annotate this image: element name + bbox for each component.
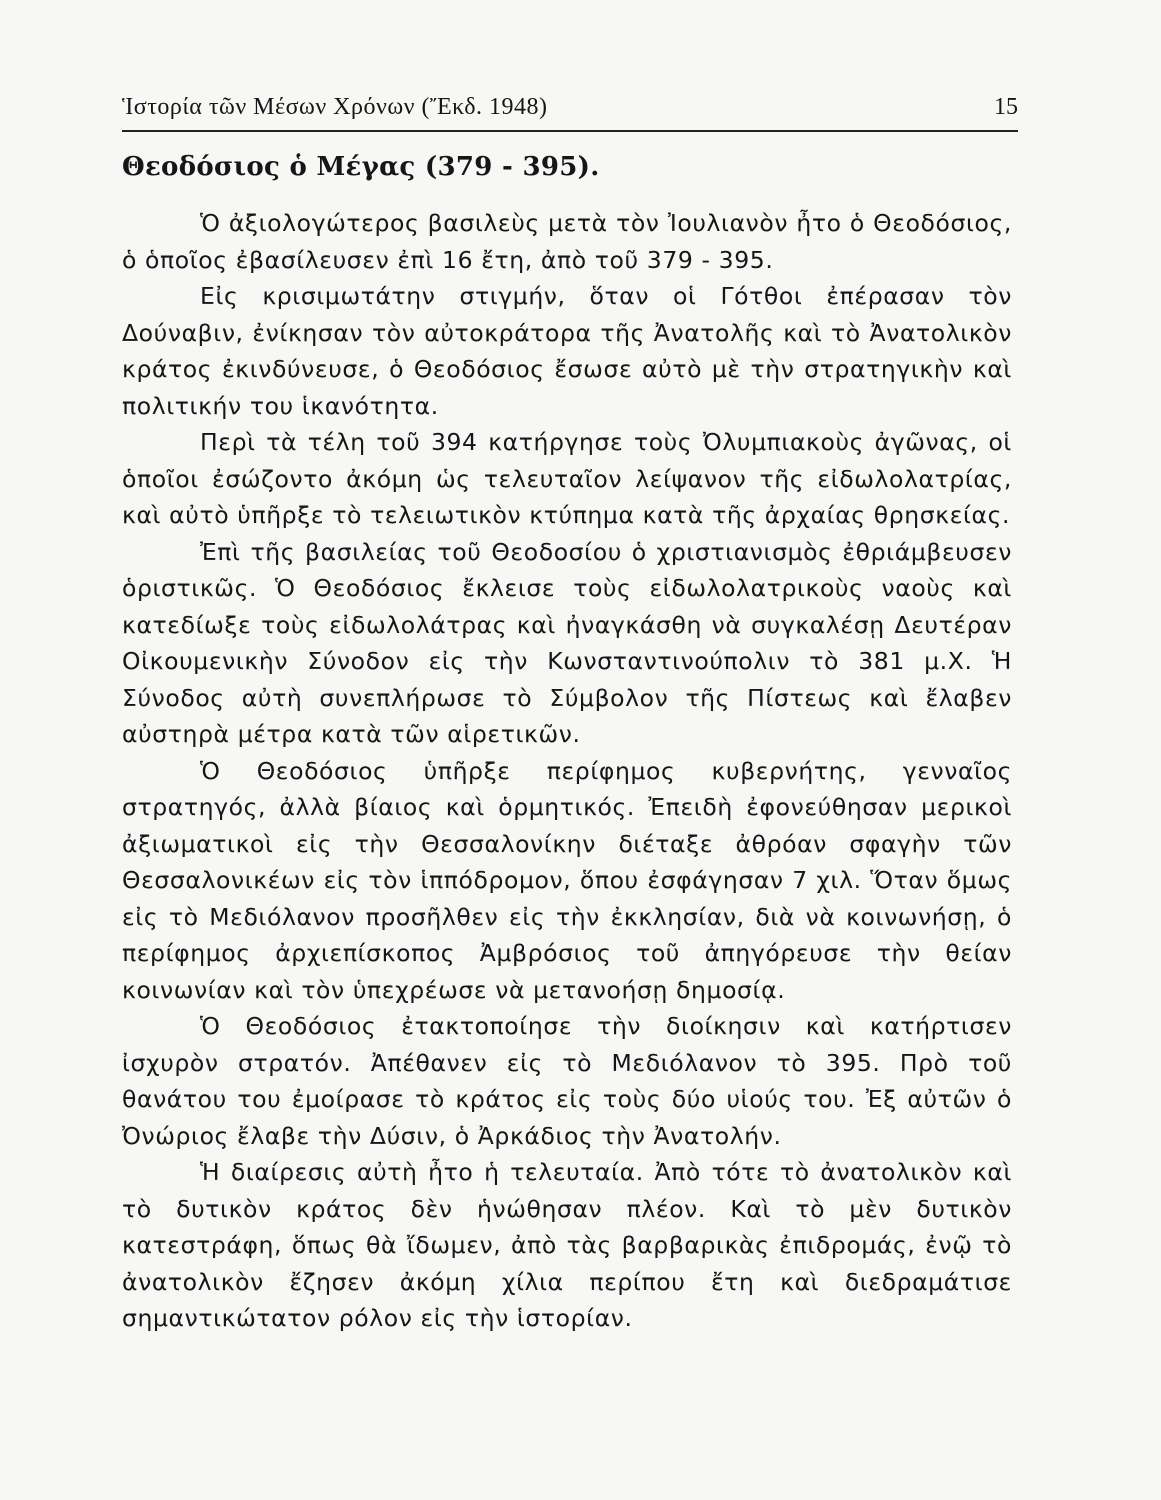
running-title: Ἱστορία τῶν Μέσων Χρόνων (Ἔκδ. 1948): [122, 94, 548, 120]
paragraph: Ἡ διαίρεσις αὐτὴ ἦτο ἡ τελευταία. Ἀπὸ τότε τὸ ἀνατολικὸν καὶ τὸ δυτικὸν κράτος δὲν ἡνώθησαν πλέον. Καὶ τὸ μὲν δυτικὸν κατεστράφη, ὅπως θὰ ἴδωμεν, ἀπὸ τὰς βαρβαρικὰς ἐπιδρομάς, ἐνῷ τὸ ἀνατολικὸν ἔζησεν ἀκόμη χίλια περίπου ἔτη καὶ διεδραμάτισε σημαντικώτατον ρόλον εἰς τὴν ἱστορίαν.: [122, 1158, 1012, 1332]
section-body: [122, 205, 1012, 1337]
page-header: [122, 92, 1018, 132]
paragraph: Εἰς κρισιμωτάτην στιγμήν, ὅταν οἱ Γότθοι ἐπέρασαν τὸν Δούναβιν, ἐνίκησαν τὸν αὐτοκράτορα τῆς Ἀνατολῆς καὶ τὸ Ἀνατολικὸν κράτος ἐκινδύνευσε, ὁ Θεοδόσιος ἔσωσε αὐτὸ μὲ τὴν στρατηγικὴν καὶ πολιτικήν του ἱκανότητα.: [122, 282, 1012, 420]
paragraph: Ὁ Θεοδόσιος ὑπῆρξε περίφημος κυβερνήτης, γενναῖος στρατηγός, ἀλλὰ βίαιος καὶ ὁρμητικός. Ἐπειδὴ ἐφονεύθησαν μερικοὶ ἀξιωματικοὶ εἰς τὴν Θεσσαλονίκην διέταξε ἀθρόαν σφαγὴν τῶν Θεσσαλονικέων εἰς τὸν ἱππόδρομον, ὅπου ἐσφάγησαν 7 χιλ. Ὅταν ὅμως εἰς τὸ Μεδιόλανον προσῆλθεν εἰς τὴν ἐκκλησίαν, διὰ νὰ κοινωνήσῃ, ὁ περίφημος ἀρχιεπίσκοπος Ἀμβρόσιος τοῦ ἀπηγόρευσε τὴν θείαν κοινωνίαν καὶ τὸν ὑπεχρέωσε νὰ μετανοήσῃ δημοσίᾳ.: [122, 756, 1012, 1004]
section-heading: Θεοδόσιος ὁ Μέγας (379 - 395).: [122, 152, 600, 182]
paragraph: Ὁ Θεοδόσιος ἐτακτοποίησε τὴν διοίκησιν καὶ κατήρτισεν ἰσχυρὸν στρατόν. Ἀπέθανεν εἰς τὸ Μεδιόλανον τὸ 395. Πρὸ τοῦ θανάτου του ἐμοίρασε τὸ κράτος εἰς τοὺς δύο υἱούς του. Ἐξ αὐτῶν ὁ Ὀνώριος ἔλαβε τὴν Δύσιν, ὁ Ἀρκάδιος τὴν Ἀνατολήν.: [122, 1012, 1012, 1150]
paragraph: Ἐπὶ τῆς βασιλείας τοῦ Θεοδοσίου ὁ χριστιανισμὸς ἐθριάμβευσεν ὁριστικῶς. Ὁ Θεοδόσιος ἔκλεισε τοὺς εἰδωλολατρικοὺς ναοὺς καὶ κατεδίωξε τοὺς εἰδωλολάτρας καὶ ἠναγκάσθη νὰ συγκαλέσῃ Δευτέραν Οἰκουμενικὴν Σύνοδον εἰς τὴν Κωνσταντινούπολιν τὸ 381 μ.Χ. Ἡ Σύνοδος αὐτὴ συνεπλήρωσε τὸ Σύμβολον τῆς Πίστεως καὶ ἔλαβεν αὐστηρὰ μέτρα κατὰ τῶν αἱρετικῶν.: [122, 537, 1012, 748]
paragraph: Περὶ τὰ τέλη τοῦ 394 κατήργησε τοὺς Ὀλυμπιακοὺς ἀγῶνας, οἱ ὁποῖοι ἐσώζοντο ἀκόμη ὡς τελευταῖον λείψανον τῆς εἰδωλολατρίας, καὶ αὐτὸ ὑπῆρξε τὸ τελειωτικὸν κτύπημα κατὰ τῆς ἀρχαίας θρησκείας.: [122, 428, 1012, 529]
page-number: 15: [994, 94, 1018, 120]
paragraph: Ὁ ἀξιολογώτερος βασιλεὺς μετὰ τὸν Ἰουλιανὸν ἦτο ὁ Θεοδόσιος, ὁ ὁποῖος ἐβασίλευσεν ἐπὶ 16 ἔτη, ἀπὸ τοῦ 379 - 395.: [122, 209, 1012, 274]
